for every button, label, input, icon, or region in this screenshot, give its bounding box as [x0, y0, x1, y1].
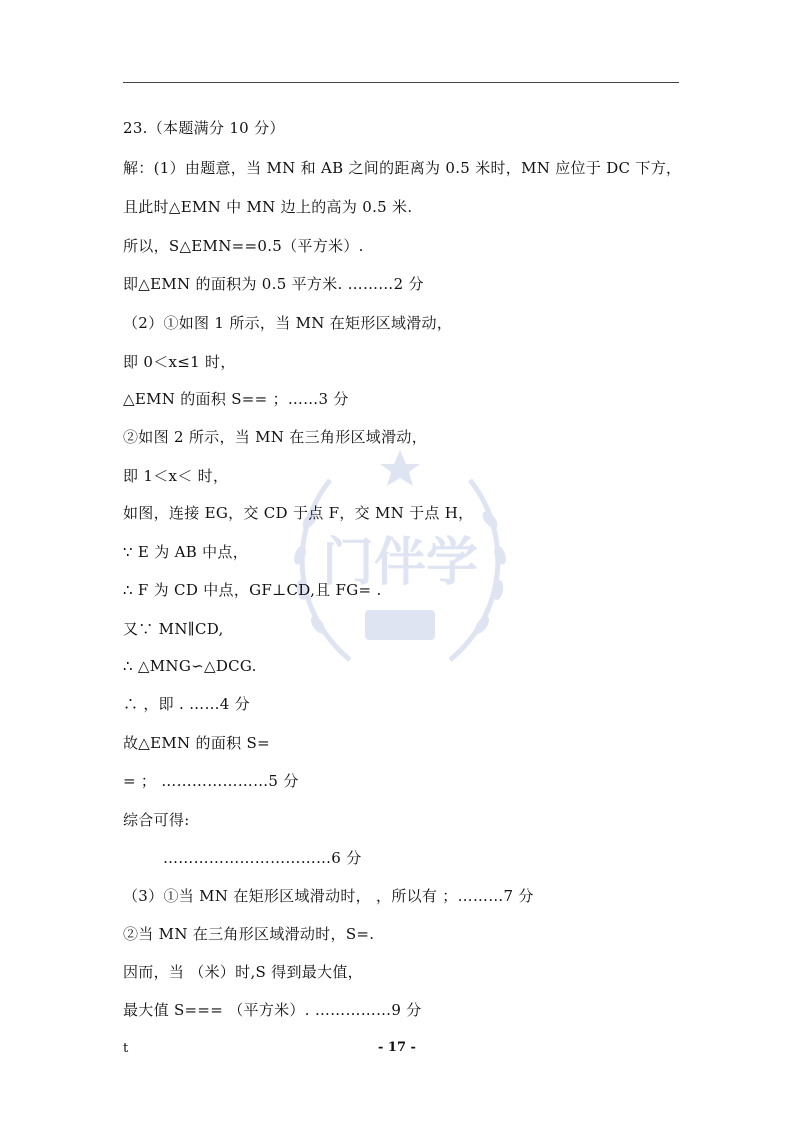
- solution-line: ②如图 2 所示，当 MN 在三角形区域滑动，: [123, 428, 428, 446]
- solution-line: （2）①如图 1 所示，当 MN 在矩形区域滑动，: [123, 314, 453, 332]
- solution-line: 故△EMN 的面积 S=: [123, 734, 270, 752]
- solution-line: 即 0＜x≤1 时，: [123, 353, 236, 371]
- watermark-logo: [270, 440, 530, 700]
- solution-line: △EMN 的面积 S== ；……3 分: [123, 390, 349, 408]
- solution-line: 最大值 S=== （平方米）. ……………9 分: [123, 1001, 422, 1019]
- solution-line: 综合可得:: [123, 811, 190, 829]
- solution-line: 即△EMN 的面积为 0.5 平方米. ………2 分: [123, 275, 424, 293]
- solution-line: 因而，当 （米）时,S 得到最大值，: [123, 963, 363, 981]
- solution-line: 解：(1）由题意，当 MN 和 AB 之间的距离为 0.5 米时，MN 应位于 DC 下方，: [123, 159, 682, 177]
- solution-line: 即 1＜x＜ 时，: [123, 467, 229, 485]
- solution-line: 如图，连接 EG，交 CD 于点 F，交 MN 于点 H，: [123, 504, 474, 522]
- solution-line: ②当 MN 在三角形区域滑动时，S=.: [123, 925, 375, 943]
- question-title: 23.（本题满分 10 分）: [123, 119, 285, 137]
- header-rule: [123, 82, 679, 83]
- footer-left-text: t: [123, 1041, 129, 1056]
- solution-line: 所以，S△EMN==0.5（平方米）.: [123, 237, 364, 255]
- solution-line: ∴ F 为 CD 中点，GF⊥CD,且 FG= .: [123, 581, 382, 599]
- solution-line: ∵ E 为 AB 中点，: [123, 543, 249, 561]
- solution-line: （3）①当 MN 在矩形区域滑动时， ，所以有 ；………7 分: [123, 887, 534, 905]
- solution-line: ∴ ，即 . ……4 分: [123, 695, 250, 713]
- solution-line: 且此时△EMN 中 MN 边上的高为 0.5 米.: [123, 198, 413, 216]
- watermark-text: 门伴学: [321, 533, 479, 593]
- solution-line: ∴ △MNG∽△DCG.: [123, 657, 257, 675]
- solution-line: ……………………………6 分: [163, 849, 362, 867]
- page-number: - 17 -: [378, 1040, 416, 1055]
- solution-line: = ； …………………5 分: [123, 772, 299, 790]
- solution-line: 又∵ MN∥CD,: [123, 620, 224, 638]
